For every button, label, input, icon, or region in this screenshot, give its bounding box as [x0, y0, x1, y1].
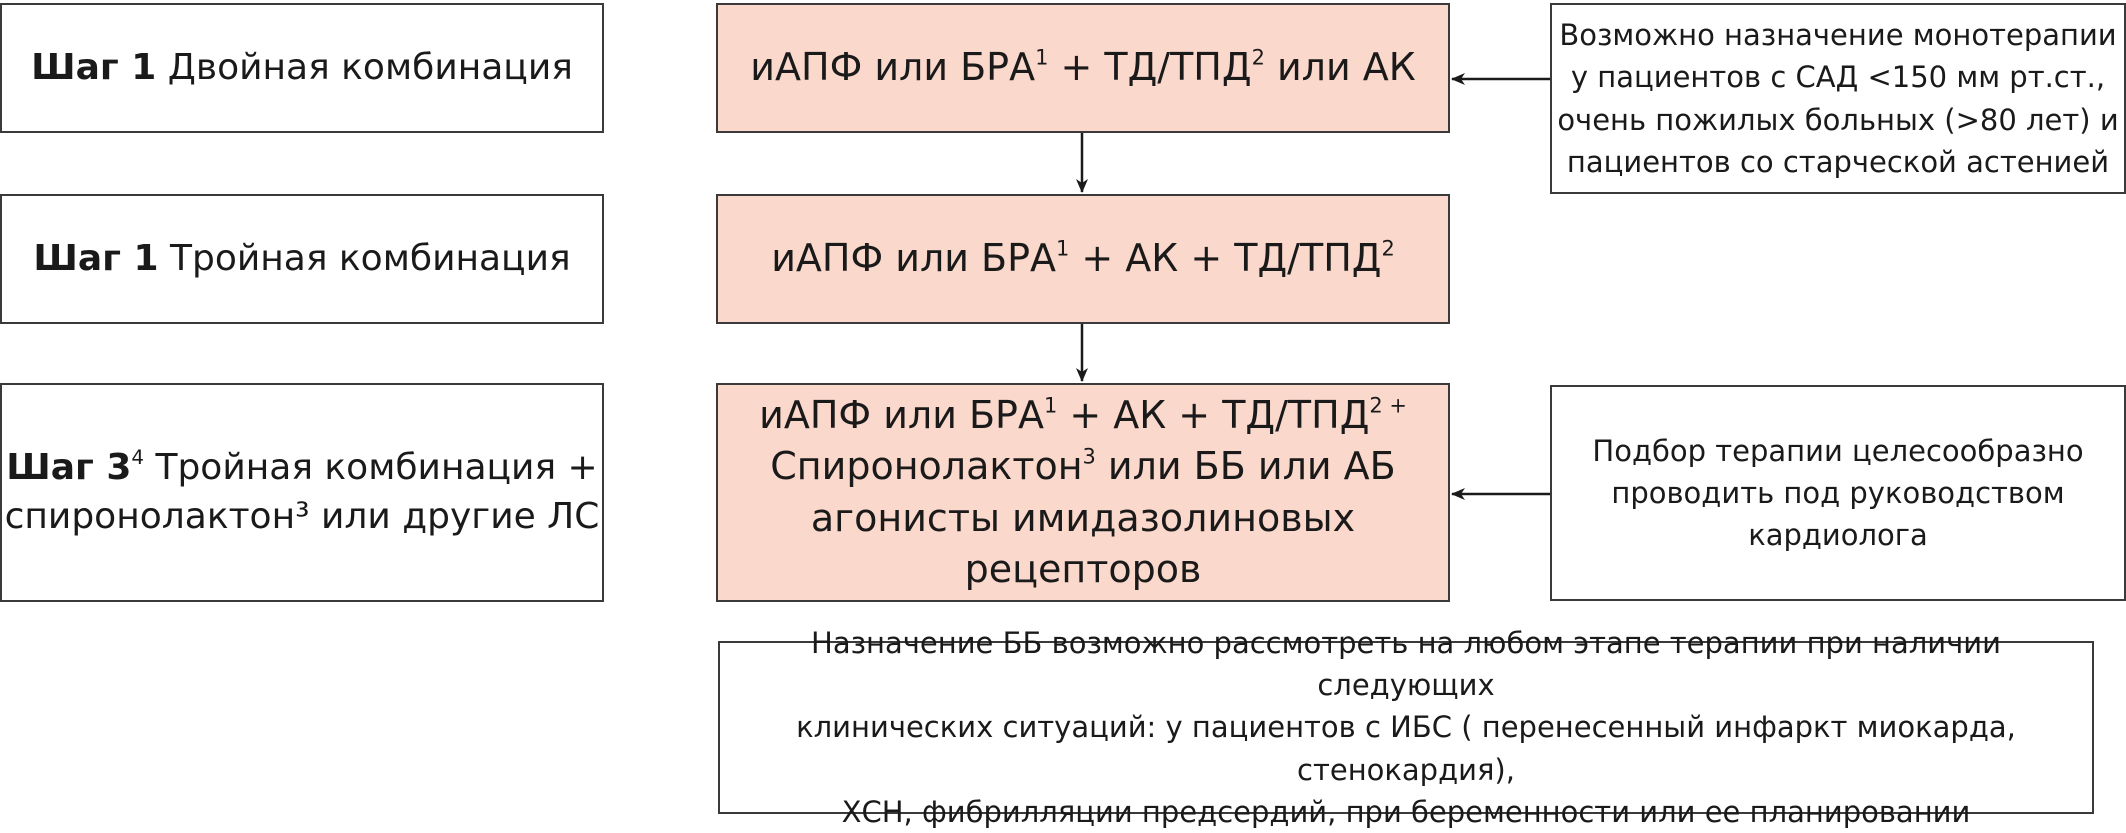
step-label: Шаг 1	[33, 237, 159, 279]
step-3-text: Шаг $3^4$ Тройная комбинация + спиронолактон³ или другие ЛС	[4, 446, 600, 537]
therapy-step3-text: иАПФ или $БРА^1$ + АК + $ТД/ТПД^{2 +}$ Спиронолактон$^3$ или ББ или АБ агонисты имидазолиновых рецепторов	[759, 392, 1407, 591]
step-label: Шаг 1	[31, 46, 157, 88]
therapy-double-text: иАПФ или $БРА^1 + ТД/ТПД^2$ или АК	[750, 45, 1416, 90]
step-label: Шаг 3	[6, 446, 132, 488]
step-1-double-text: Шаг 1 Двойная комбинация	[31, 46, 573, 88]
therapy-triple-text: иАПФ или $БРА^1$ + АК + $ТД/ТПД^2$	[771, 236, 1395, 281]
beta-blocker-note-text: Назначение ББ возможно рассмотреть на любом этапе терапии при наличии следующих клинических ситуаций: у пациентов с ИБС ( перенесенный инфаркт миокарда, стенокардия), ХСН, фибрилляции предсердий, при беременности или ее планировании	[796, 626, 2016, 829]
cardiologist-note-text: Подбор терапии целесообразно проводить под руководством кардиолога	[1592, 433, 2084, 553]
step-1-triple-text: Шаг 1 Тройная комбинация	[33, 237, 571, 279]
monotherapy-note-text: Возможно назначение монотерапии у пациентов с САД <150 мм рт.ст., очень пожилых больных (>80 лет) и пациентов со старческой астенией	[1557, 18, 2119, 179]
